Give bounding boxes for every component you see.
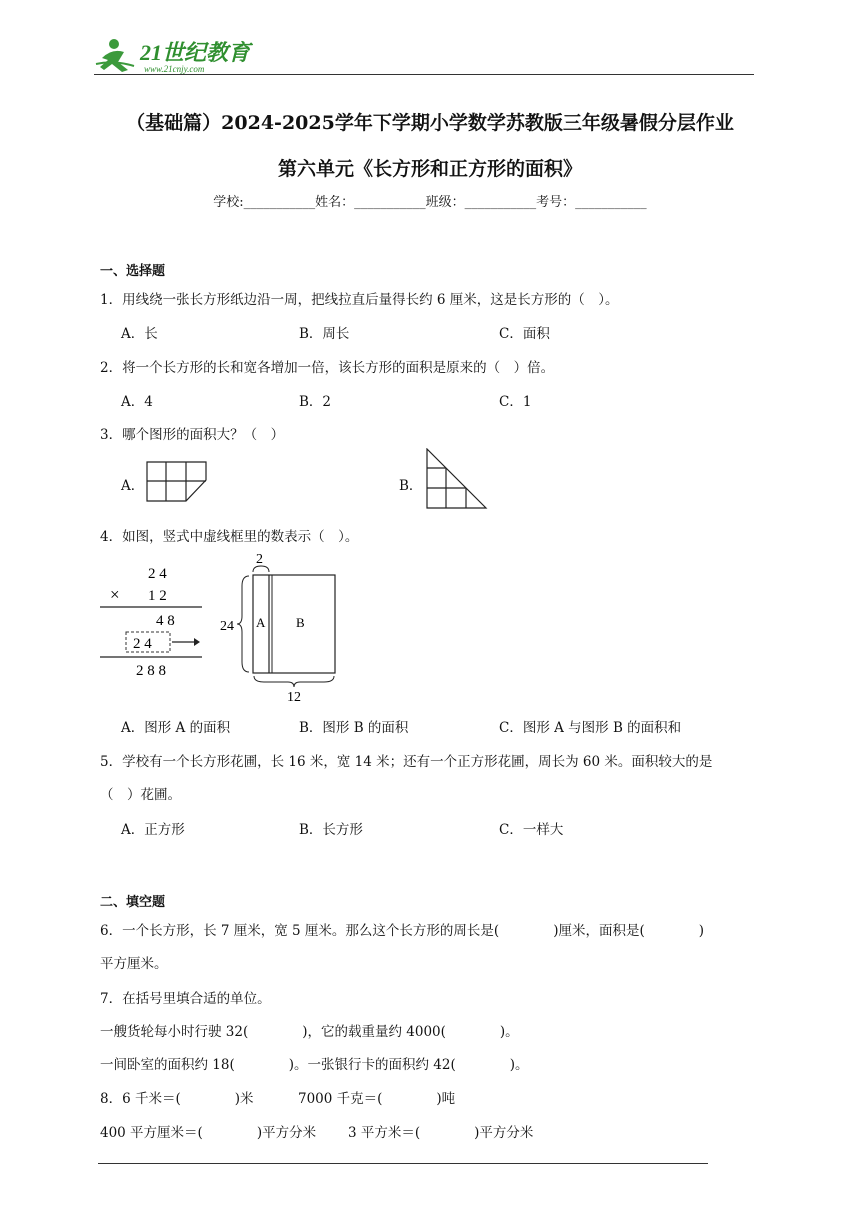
logo-text: 21世纪教育 [140, 40, 251, 65]
q3-text: 3．哪个图形的面积大？（ ） [100, 427, 285, 443]
q2-option-c: C．1 [499, 394, 532, 410]
q8-line-2b: 3 平方米＝( )平方分米 [348, 1125, 534, 1141]
label-b: B [296, 615, 305, 630]
q4-option-c: C．图形 A 与图形 B 的面积和 [499, 720, 682, 736]
label-a: A [256, 615, 266, 630]
logo-url: www.21cnjy.com [144, 64, 205, 74]
calc-row-2: 1 2 [148, 588, 167, 604]
q7-line-2: 一间卧室的面积约 18( )。一张银行卡的面积约 42( )。 [100, 1057, 529, 1073]
q2-option-a: A．4 [121, 394, 153, 410]
section-choice: 一、选择题 [100, 264, 166, 279]
q6-text: 6．一个长方形，长 7 厘米，宽 5 厘米。那么这个长方形的周长是( )厘米，面积是( ) [100, 923, 704, 939]
q5-option-a: A．正方形 [121, 822, 185, 838]
q1-text: 1．用线绕一张长方形纸边沿一周，把线拉直后量得长约 6 厘米，这是长方形的（ ）。 [100, 292, 619, 308]
q4-vertical-calc [96, 560, 216, 682]
logo-runner-icon [94, 34, 264, 78]
q3-option-b: B． [399, 478, 423, 494]
q8-line-1b: 7000 千克＝( )吨 [298, 1091, 456, 1107]
footer-rule [98, 1163, 708, 1164]
q2-option-b: B．2 [299, 394, 332, 410]
section-fill: 二、填空题 [100, 895, 166, 910]
q4-option-b: B．图形 B 的面积 [299, 720, 409, 736]
q8-line-1a: 8．6 千米＝( )米 [100, 1091, 254, 1107]
title-line-2: 第六单元《长方形和正方形的面积》 [277, 158, 582, 180]
times-sign: × [110, 585, 120, 604]
label-2: 2 [256, 552, 263, 567]
q7-text: 7．在括号里填合适的单位。 [100, 991, 271, 1007]
header-rule [94, 74, 754, 75]
q3-figure-b [426, 448, 488, 510]
q5-option-b: B．长方形 [299, 822, 363, 838]
q4-rectangle-figure [218, 546, 342, 704]
q3-option-a: A． [121, 478, 145, 494]
q6-text-2: 平方厘米。 [100, 956, 168, 972]
q4-option-a: A．图形 A 的面积 [121, 720, 231, 736]
label-24: 24 [220, 619, 234, 634]
q8-line-2a: 400 平方厘米＝( )平方分米 [100, 1125, 317, 1141]
calc-row-3: 4 8 [156, 613, 175, 629]
q2-text: 2．将一个长方形的长和宽各增加一倍，该长方形的面积是原来的（ ）倍。 [100, 360, 555, 376]
arrow-icon [194, 638, 200, 646]
q7-line-1: 一艘货轮每小时行驶 32( )，它的载重量约 4000( )。 [100, 1024, 519, 1040]
calc-row-1: 2 4 [148, 566, 167, 582]
logo [94, 34, 264, 78]
title-line-1: （基础篇）2024-2025学年下学期小学数学苏教版三年级暑假分层作业 [126, 112, 734, 134]
q5-text-2: （ ）花圃。 [100, 787, 181, 803]
q3-figure-a [146, 461, 208, 503]
q1-option-b: B．周长 [299, 326, 350, 342]
q5-option-c: C．一样大 [499, 822, 564, 838]
student-info-line: 学校:___________姓名：___________班级：___________考号：___________ [213, 195, 647, 210]
q1-option-c: C．面积 [499, 326, 550, 342]
q4-text: 4．如图，竖式中虚线框里的数表示（ ）。 [100, 529, 359, 545]
calc-row-5: 2 8 8 [136, 663, 166, 679]
label-12: 12 [287, 690, 301, 704]
calc-row-4: 2 4 [133, 636, 152, 652]
q5-text: 5．学校有一个长方形花圃，长 16 米，宽 14 米；还有一个正方形花圃，周长为 60 米。面积较大的是 [100, 754, 713, 770]
q1-option-a: A．长 [121, 326, 158, 342]
